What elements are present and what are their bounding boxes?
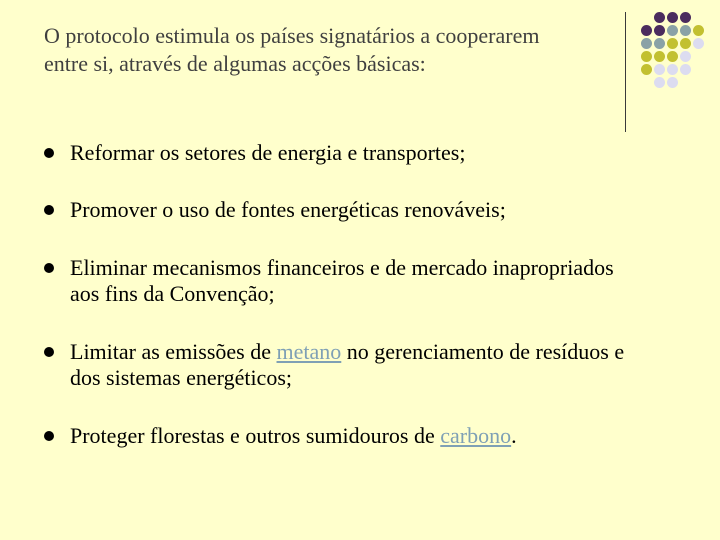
decor-dot [693, 51, 704, 62]
decor-dot [667, 51, 678, 62]
decor-dot [680, 51, 691, 62]
bullet-item [44, 255, 644, 307]
vertical-divider [625, 12, 626, 132]
bullet-dot-icon [44, 148, 54, 158]
decor-dot [654, 77, 665, 88]
bullet-item [44, 423, 644, 449]
decor-dot [667, 38, 678, 49]
decor-dot [641, 51, 652, 62]
decor-dot [667, 77, 678, 88]
bullet-item [44, 339, 644, 391]
bullet-item [44, 140, 644, 166]
carbono-link[interactable]: carbono [440, 423, 512, 448]
decor-dot [654, 38, 665, 49]
decor-dot [654, 64, 665, 75]
decor-dot [680, 38, 691, 49]
decor-dot [693, 12, 704, 23]
decor-dot [667, 25, 678, 36]
decor-dot [641, 38, 652, 49]
bullet-text: Promover o uso de fontes energéticas renováveis; [70, 197, 506, 222]
decor-dot [667, 64, 678, 75]
bullet-text: Reformar os setores de energia e transportes; [70, 140, 466, 165]
bullet-dot-icon [44, 347, 54, 357]
decor-dot [693, 77, 704, 88]
slide-title: O protocolo estimula os países signatários a cooperarem entre si, através de algumas acções básicas: [44, 23, 540, 76]
decor-dot [667, 12, 678, 23]
decor-dot [680, 12, 691, 23]
decor-dot [641, 25, 652, 36]
decor-dot [693, 38, 704, 49]
bullet-dot-icon [44, 205, 54, 215]
bullet-text-start: Limitar as emissões de [70, 339, 277, 364]
decor-dot [641, 77, 652, 88]
metano-link[interactable]: metano [276, 339, 342, 364]
bullet-item [44, 197, 644, 223]
decor-dot [654, 12, 665, 23]
decor-dot [680, 77, 691, 88]
decor-dot [680, 64, 691, 75]
decor-dot [654, 51, 665, 62]
bullet-text-start: Proteger florestas e outros sumidouros de [70, 423, 441, 448]
bullet-dot-icon [44, 263, 54, 273]
decor-dot [641, 12, 652, 23]
decor-dot [693, 64, 704, 75]
decor-dot [641, 64, 652, 75]
decor-dot [680, 25, 691, 36]
bullet-text-end: . [511, 423, 517, 448]
bullet-dot-icon [44, 431, 54, 441]
decor-dot [693, 25, 704, 36]
bullet-text: Eliminar mecanismos financeiros e de mercado inapropriados aos fins da Convenção; [70, 255, 614, 306]
bullet-list [44, 140, 644, 449]
decor-dot [654, 25, 665, 36]
decorative-dot-grid [641, 12, 704, 88]
bullet-text-end: no gerenciamento de resíduos e dos sistemas energéticos; [70, 339, 625, 390]
